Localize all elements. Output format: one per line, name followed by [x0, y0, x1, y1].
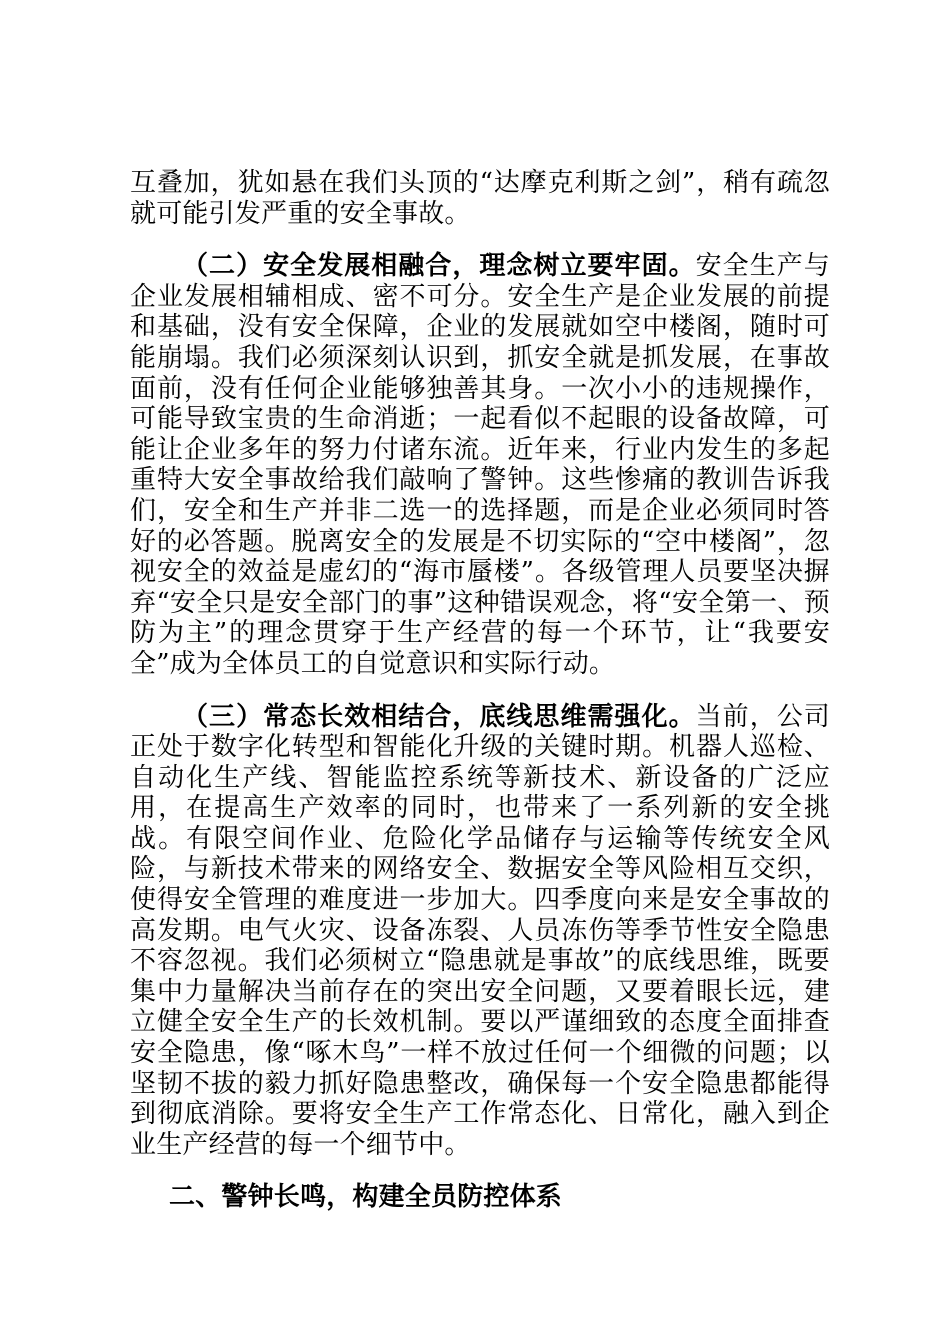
- paragraph-safety-development: [130, 251, 830, 679]
- document-body: [130, 168, 830, 1213]
- paragraph-text: 互叠加，犹如悬在我们头顶的“达摩克利斯之剑”，稍有疏忽就可能引发严重的安全事故。: [130, 168, 830, 229]
- paragraph-bottom-line-thinking: [130, 702, 830, 1161]
- paragraph-heading: （二）安全发展相融合，理念树立要牢固。: [182, 251, 696, 282]
- paragraph-text: 安全生产与企业发展相辅相成、密不可分。安全生产是企业发展的前提和基础，没有安全保障，企业的发展就如空中楼阁，随时可能崩塌。我们必须深刻认识到，抓安全就是抓发展，在事故面前，没有任何企业能够独善其身。一次小小的违规操作，可能导致宝贵的生命消逝；一起看似不起眼的设备故障，可能让企业多年的努力付诸东流。近年来，行业内发生的多起重特大安全事故给我们敲响了警钟。这些惨痛的教训告诉我们，安全和生产并非二选一的选择题，而是企业必须同时答好的必答题。脱离安全的发展是不切实际的“空中楼阁”，忽视安全的效益是虚幻的“海市蜃楼”。各级管理人员要坚决摒弃“安全只是安全部门的事”这种错误观念，将“安全第一、预防为主”的理念贯穿于生产经营的每一个环节，让“我要安全”成为全体员工的自觉意识和实际行动。: [130, 251, 830, 679]
- paragraph-text: 当前，公司正处于数字化转型和智能化升级的关键时期。机器人巡检、自动化生产线、智能监控系统等新技术、新设备的广泛应用，在提高生产效率的同时，也带来了一系列新的安全挑战。有限空间作业、危险化学品储存与运输等传统安全风险，与新技术带来的网络安全、数据安全等风险相互交织，使得安全管理的难度进一步加大。四季度向来是安全事故的高发期。电气火灾、设备冻裂、人员冻伤等季节性安全隐患不容忽视。我们必须树立“隐患就是事故”的底线思维，既要集中力量解决当前存在的突出安全问题，又要着眼长远，建立健全安全生产的长效机制。要以严谨细致的态度全面排查安全隐患，像“啄木鸟”一样不放过任何一个细微的问题；以坚韧不拔的毅力抓好隐患整改，确保每一个安全隐患都能得到彻底消除。要将安全生产工作常态化、日常化，融入到企业生产经营的每一个细节中。: [130, 701, 830, 1160]
- paragraph-continuation: [130, 168, 830, 229]
- paragraph-heading: （三）常态长效相结合，底线思维需强化。: [182, 701, 696, 732]
- section-heading: 二、警钟长鸣，构建全员防控体系: [169, 1182, 563, 1213]
